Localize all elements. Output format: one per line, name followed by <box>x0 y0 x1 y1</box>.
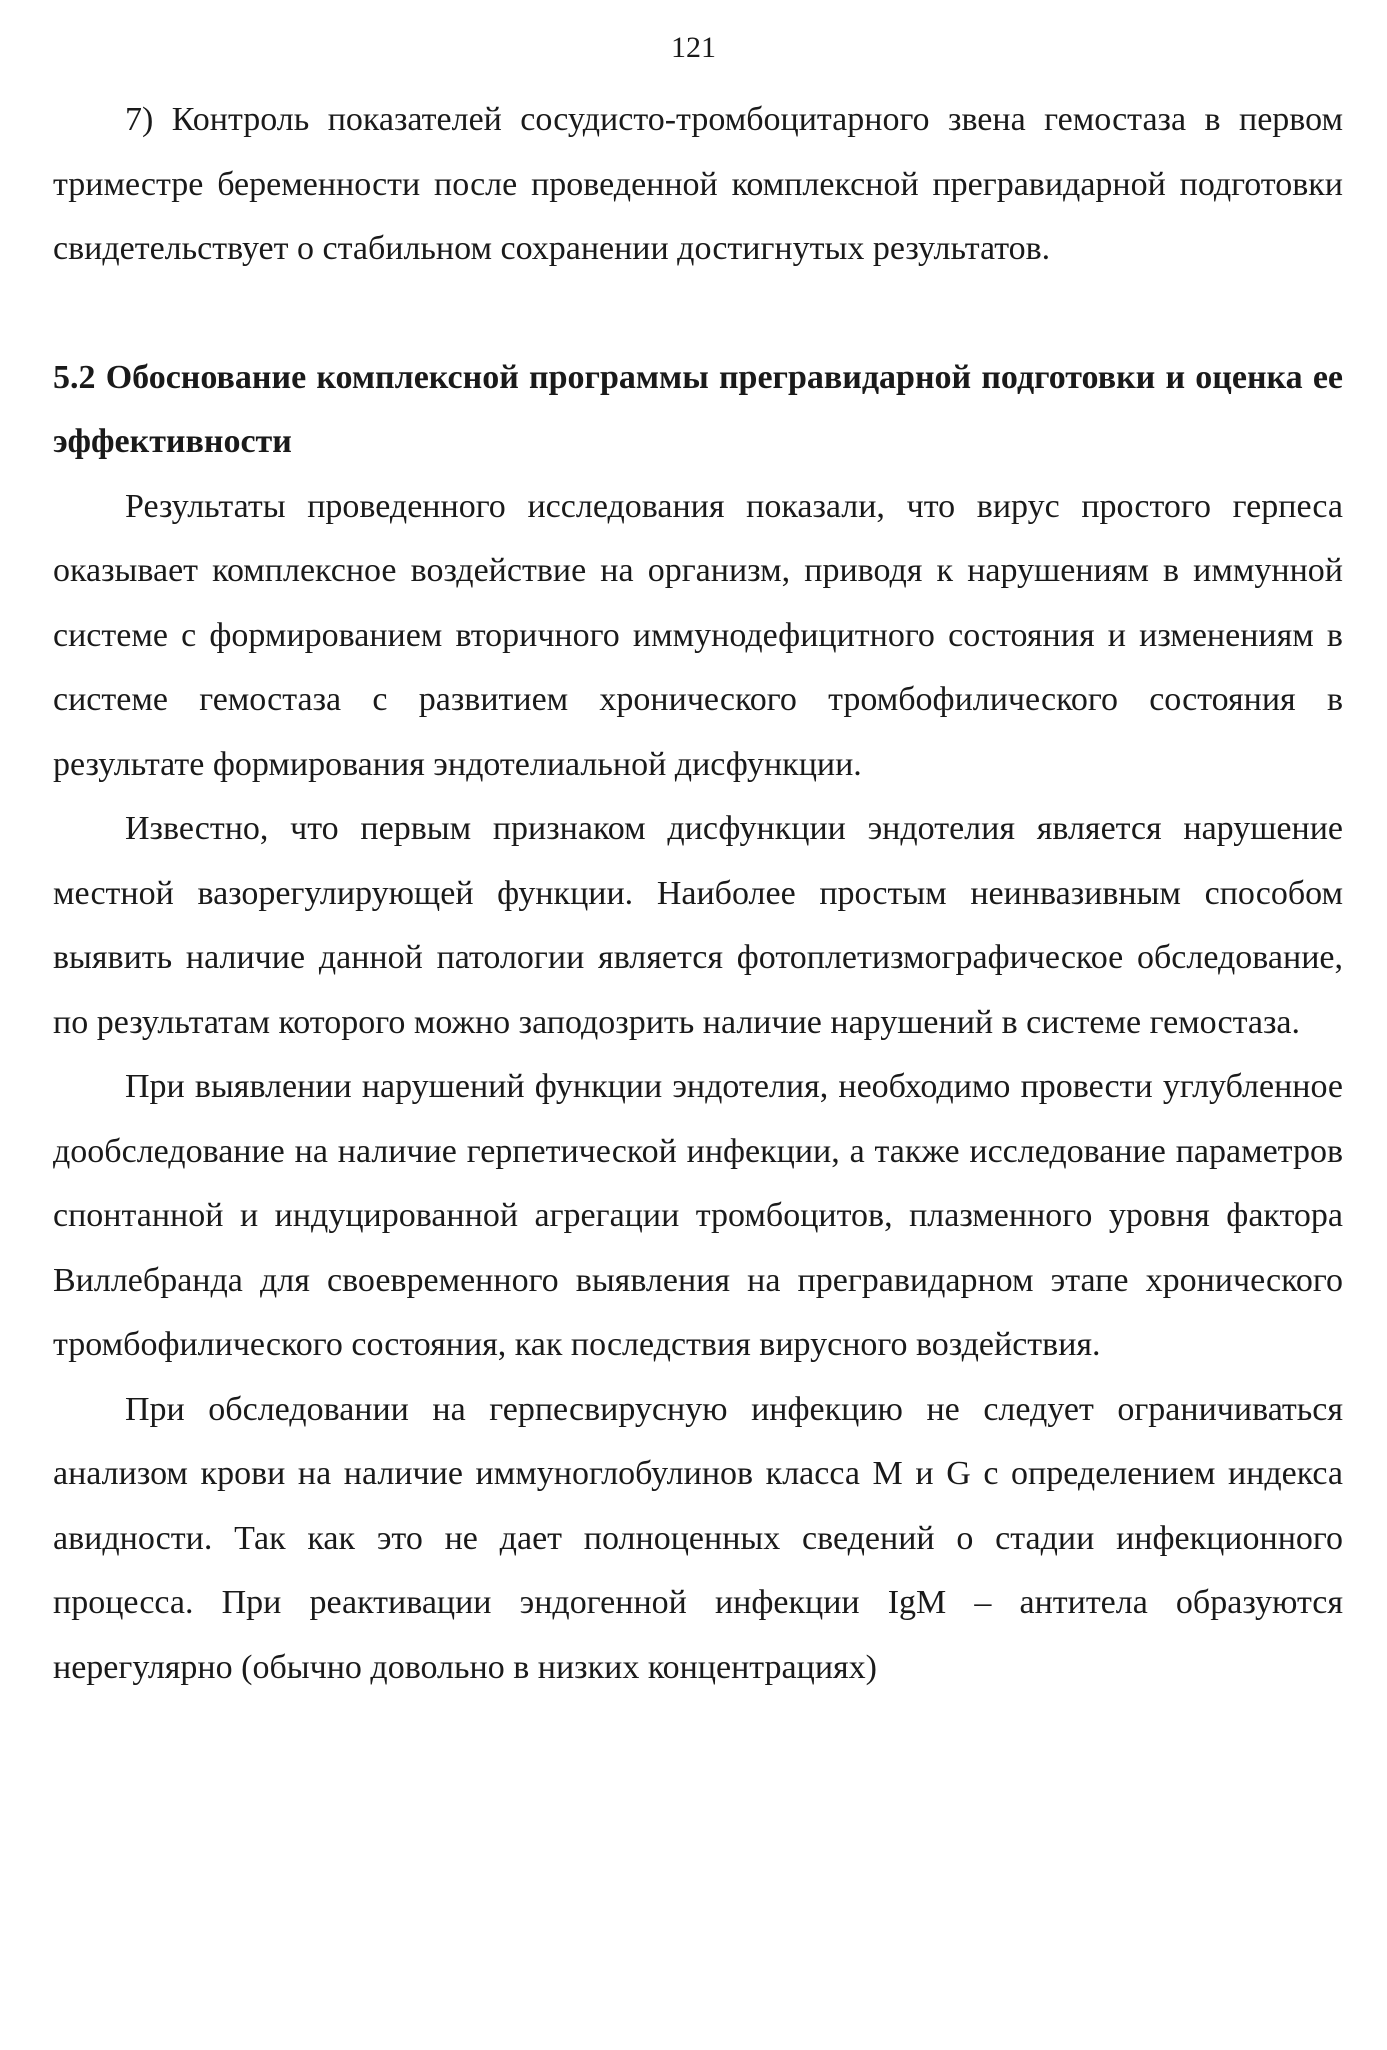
spacer <box>53 282 1343 346</box>
paragraph-herpes-testing: При обследовании на герпесвирусную инфекцию не следует ограничиваться анализом крови на наличие иммуноглобулинов класса M и G с определением индекса авидности. Так как это не дает полноценных сведений о стадии инфекционного процесса. При реактивации эндогенной инфекции IgM – антитела образуются нерегулярно (обычно довольно в низких концентрациях) <box>53 1390 1343 1686</box>
page-content <box>53 88 1343 1700</box>
page-number: 121 <box>671 31 716 64</box>
section-heading: 5.2 Обоснование комплексной программы прегравидарной подготовки и оценка ее эффективности <box>53 358 1343 460</box>
paragraph-additional-examination: При выявлении нарушений функции эндотелия, необходимо провести углубленное дообследование на наличие герпетической инфекции, а также исследование параметров спонтанной и индуцированной агрегации тромбоцитов, плазменного уровня фактора Виллебранда для своевременного выявления на прегравидарном этапе хронического тромбофилического состояния, как последствия вирусного воздействия. <box>53 1068 1343 1363</box>
paragraph-endothelial-dysfunction: Известно, что первым признаком дисфункции эндотелия является нарушение местной вазорегулирующей функции. Наиболее простым неинвазивным способом выявить наличие данной патологии является фотоплетизмографическое обследование, по результатам которого можно заподозрить наличие нарушений в системе гемостаза. <box>53 810 1343 1041</box>
paragraph-item-7: 7) Контроль показателей сосудисто-тромбоцитарного звена гемостаза в первом триместре беременности после проведенной комплексной прегравидарной подготовки свидетельствует о стабильном сохранении достигнутых результатов. <box>53 101 1343 267</box>
paragraph-research-results: Результаты проведенного исследования показали, что вирус простого герпеса оказывает комплексное воздействие на организм, приводя к нарушениям в иммунной системе с формированием вторичного иммунодефицитного состояния и изменениям в системе гемостаза с развитием хронического тромбофилического состояния в результате формирования эндотелиальной дисфункции. <box>53 487 1343 783</box>
